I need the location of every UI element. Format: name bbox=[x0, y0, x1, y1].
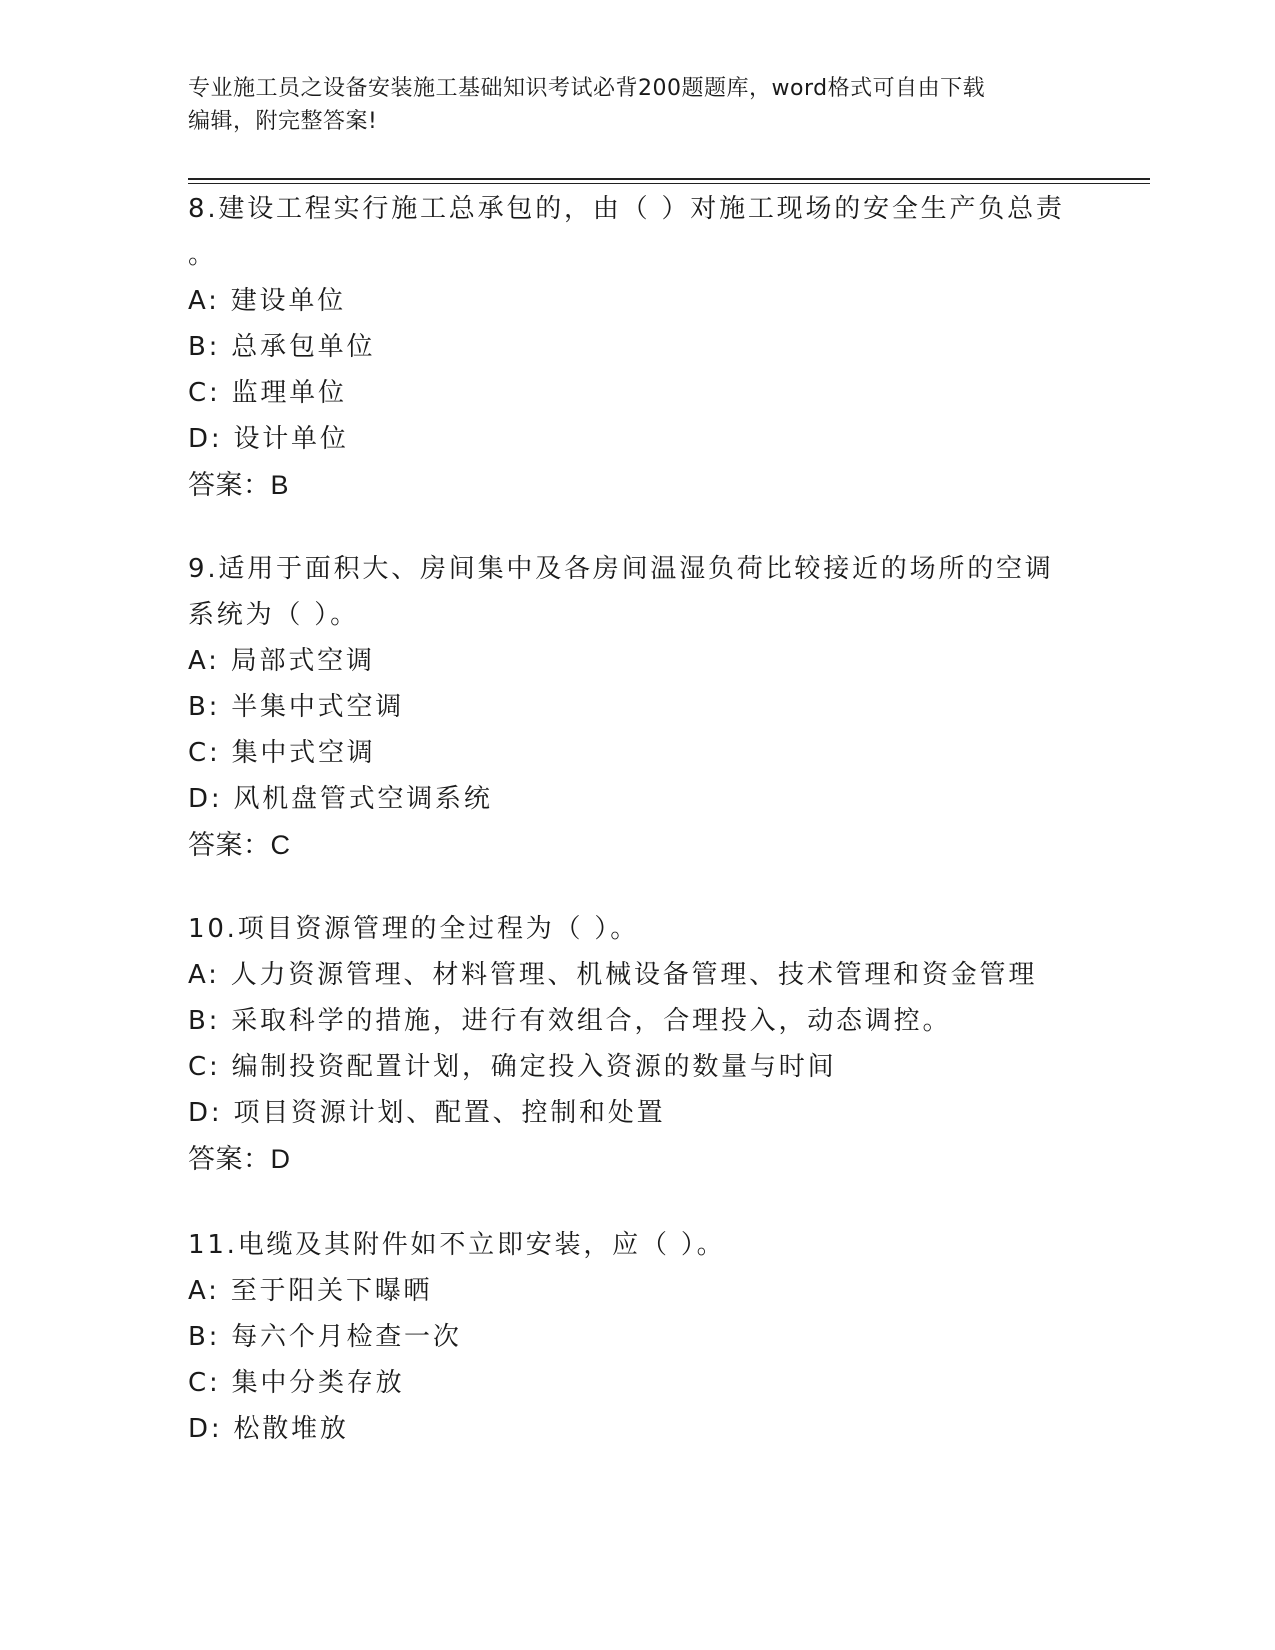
question-8 bbox=[188, 186, 1065, 508]
answer: 答案：C bbox=[188, 830, 291, 860]
header-rule-thick bbox=[188, 178, 1150, 180]
option-d: D: 风机盘管式空调系统 bbox=[188, 784, 493, 814]
option-b: B: 每六个月检查一次 bbox=[188, 1322, 462, 1352]
document-header bbox=[188, 72, 1068, 138]
answer: 答案：D bbox=[188, 1144, 291, 1174]
option-b: B: 采取科学的措施，进行有效组合，合理投入，动态调控。 bbox=[188, 1006, 952, 1036]
option-a: A: 局部式空调 bbox=[188, 646, 375, 676]
option-c: C: 集中分类存放 bbox=[188, 1368, 405, 1398]
question-stem: 8.建设工程实行施工总承包的，由（ ）对施工现场的安全生产负总责 bbox=[188, 194, 1065, 224]
question-11 bbox=[188, 1222, 725, 1452]
option-d: D: 松散堆放 bbox=[188, 1414, 349, 1444]
option-b: B: 半集中式空调 bbox=[188, 692, 405, 722]
option-b: B: 总承包单位 bbox=[188, 332, 376, 362]
question-10 bbox=[188, 906, 1037, 1182]
question-stem: 11.电缆及其附件如不立即安装，应（ ）。 bbox=[188, 1230, 726, 1260]
question-stem-continuation: 系统为（ ）。 bbox=[188, 600, 359, 630]
option-a: A: 建设单位 bbox=[188, 286, 346, 316]
option-a: A: 人力资源管理、材料管理、机械设备管理、技术管理和资金管理 bbox=[188, 960, 1038, 990]
answer: 答案：B bbox=[188, 470, 290, 500]
question-9 bbox=[188, 546, 1054, 868]
option-d: D: 项目资源计划、配置、控制和处置 bbox=[188, 1098, 666, 1128]
header-rule-thin bbox=[188, 183, 1150, 184]
option-c: C: 编制投资配置计划，确定投入资源的数量与时间 bbox=[188, 1052, 837, 1082]
header-line-1: 专业施工员之设备安装施工基础知识考试必背200题题库，word格式可自由下载 bbox=[188, 76, 986, 101]
option-c: C: 监理单位 bbox=[188, 378, 347, 408]
question-stem: 9.适用于面积大、房间集中及各房间温湿负荷比较接近的场所的空调 bbox=[188, 554, 1054, 584]
option-d: D: 设计单位 bbox=[188, 424, 349, 454]
question-stem-continuation: 。 bbox=[188, 240, 217, 270]
option-a: A: 至于阳关下曝晒 bbox=[188, 1276, 433, 1306]
question-stem: 10.项目资源管理的全过程为（ ）。 bbox=[188, 914, 640, 944]
header-line-2: 编辑，附完整答案! bbox=[188, 109, 378, 134]
option-c: C: 集中式空调 bbox=[188, 738, 376, 768]
